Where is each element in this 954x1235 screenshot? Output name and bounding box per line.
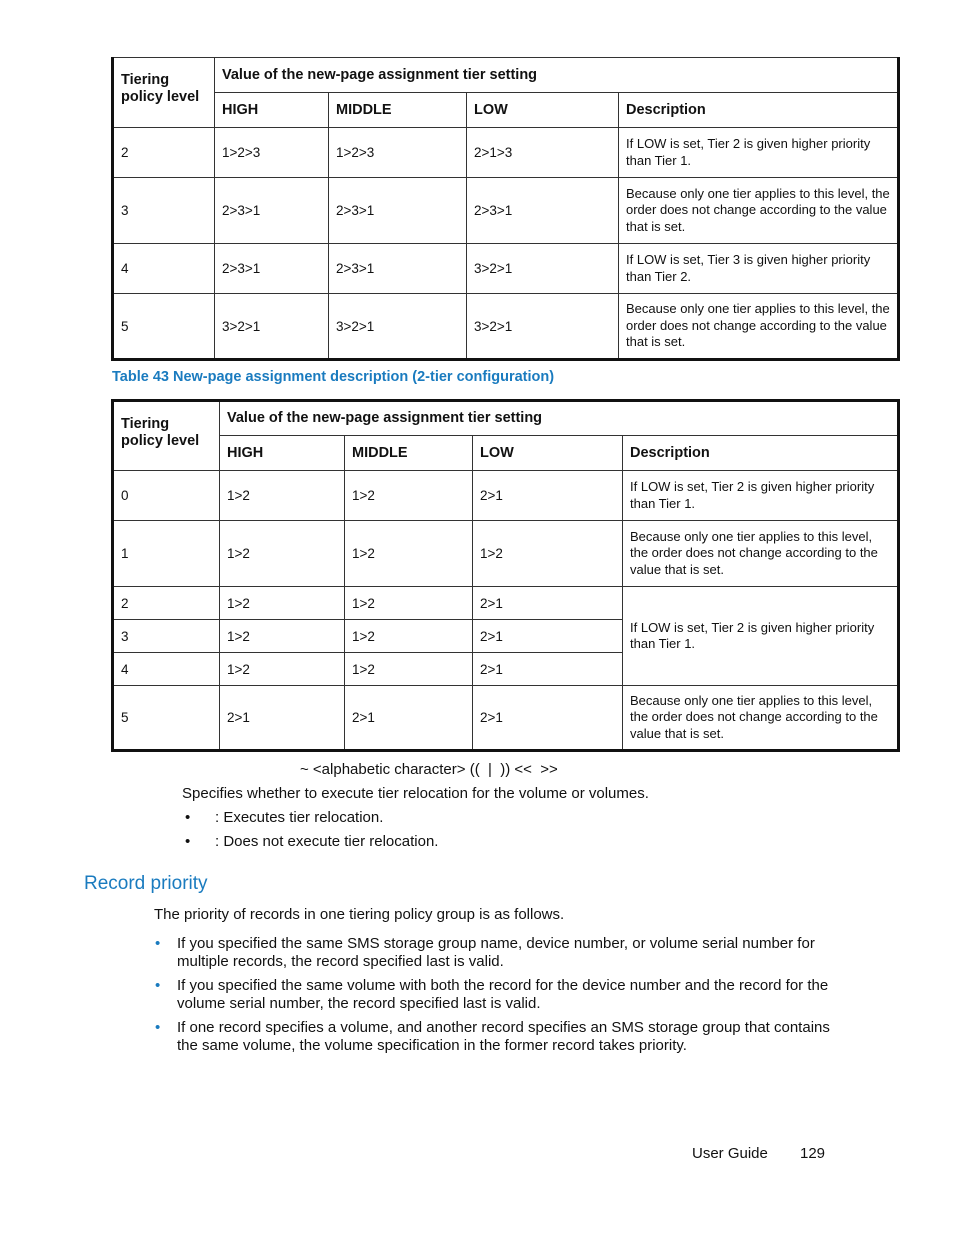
- cell-description: Because only one tier applies to this level, the order does not change according to the value that is set.: [623, 521, 899, 587]
- cell-level: 4: [113, 653, 220, 686]
- header-tiering-policy-level: Tiering policy level: [113, 58, 215, 128]
- cell-level: 5: [113, 294, 215, 360]
- cell-level: 3: [113, 178, 215, 244]
- priority-bullet-3: If one record specifies a volume, and another record specifies an SMS storage group that contains the same volume, the volume specification in the former record takes priority.: [177, 1019, 830, 1054]
- cell-middle: 1>2: [345, 587, 473, 620]
- table-row: [113, 686, 899, 751]
- header-low: LOW: [473, 436, 623, 471]
- cell-low: 2>1: [473, 471, 623, 521]
- cell-low: 3>2>1: [467, 294, 619, 360]
- cell-middle: 1>2: [345, 471, 473, 521]
- cell-middle: 1>2: [345, 521, 473, 587]
- cell-description: Because only one tier applies to this level, the order does not change according to the value that is set.: [623, 686, 899, 751]
- header-low: LOW: [467, 93, 619, 128]
- cell-level: 1: [113, 521, 220, 587]
- option-bullet-no-execute: : Does not execute tier relocation.: [215, 833, 439, 850]
- cell-description: If LOW is set, Tier 2 is given higher priority than Tier 1.: [623, 471, 899, 521]
- cell-low: 1>2: [473, 521, 623, 587]
- bullet-marker: •: [185, 809, 191, 826]
- header-tiering-policy-level: Tiering policy level: [113, 401, 220, 471]
- cell-high: 2>3>1: [215, 178, 329, 244]
- table-row: [113, 178, 899, 244]
- header-description: Description: [619, 93, 899, 128]
- bullet-marker: •: [185, 833, 191, 850]
- table-row: [113, 587, 899, 620]
- cell-high: 2>1: [220, 686, 345, 751]
- header-value-setting: Value of the new-page assignment tier setting: [220, 401, 899, 436]
- table-row: [113, 244, 899, 294]
- header-middle: MIDDLE: [329, 93, 467, 128]
- cell-middle: 3>2>1: [329, 294, 467, 360]
- cell-level: 3: [113, 620, 220, 653]
- cell-low: 2>1: [473, 620, 623, 653]
- page-number: 129: [800, 1145, 826, 1162]
- cell-low: 2>1: [473, 686, 623, 751]
- cell-high: 1>2: [220, 653, 345, 686]
- cell-high: 3>2>1: [215, 294, 329, 360]
- header-value-setting: Value of the new-page assignment tier setting: [215, 58, 899, 93]
- cell-description: If LOW is set, Tier 2 is given higher priority than Tier 1.: [619, 128, 899, 178]
- cell-high: 1>2: [220, 471, 345, 521]
- cell-high: 2>3>1: [215, 244, 329, 294]
- cell-level: 5: [113, 686, 220, 751]
- cell-level: 2: [113, 128, 215, 178]
- cell-middle: 2>3>1: [329, 244, 467, 294]
- cell-description: Because only one tier applies to this level, the order does not change according to the value that is set.: [619, 178, 899, 244]
- bullet-marker: •: [155, 977, 161, 994]
- table-row: [113, 471, 899, 521]
- header-high: HIGH: [215, 93, 329, 128]
- cell-level: 2: [113, 587, 220, 620]
- cell-low: 2>1: [473, 653, 623, 686]
- two-tier-config-table: [111, 399, 900, 752]
- cell-description: Because only one tier applies to this level, the order does not change according to the value that is set.: [619, 294, 899, 360]
- table-row: [113, 521, 899, 587]
- cell-high: 1>2>3: [215, 128, 329, 178]
- bullet-marker: •: [155, 935, 161, 952]
- table-row: [113, 128, 899, 178]
- cell-high: 1>2: [220, 620, 345, 653]
- header-middle: MIDDLE: [345, 436, 473, 471]
- cell-low: 2>1>3: [467, 128, 619, 178]
- cell-middle: 2>3>1: [329, 178, 467, 244]
- table-caption: Table 43 New-page assignment description (2-tier configuration): [112, 369, 555, 385]
- header-description: Description: [623, 436, 899, 471]
- header-high: HIGH: [220, 436, 345, 471]
- bullet-marker: •: [155, 1019, 161, 1036]
- cell-level: 0: [113, 471, 220, 521]
- priority-bullet-2: If you specified the same volume with both the record for the device number and the record for the volume serial number, the record specified last is valid.: [177, 977, 829, 1012]
- cell-description: If LOW is set, Tier 2 is given higher priority than Tier 1.: [623, 587, 899, 686]
- cell-middle: 2>1: [345, 686, 473, 751]
- cell-low: 3>2>1: [467, 244, 619, 294]
- option-bullet-execute: : Executes tier relocation.: [215, 809, 384, 826]
- cell-high: 1>2: [220, 587, 345, 620]
- cell-description: If LOW is set, Tier 3 is given higher priority than Tier 2.: [619, 244, 899, 294]
- cell-level: 4: [113, 244, 215, 294]
- cell-middle: 1>2: [345, 653, 473, 686]
- table-row: [113, 294, 899, 360]
- section-heading: Record priority: [84, 873, 208, 894]
- cell-low: 2>3>1: [467, 178, 619, 244]
- intro-paragraph: The priority of records in one tiering policy group is as follows.: [154, 906, 565, 923]
- tier-config-table-continued: [111, 57, 900, 361]
- option-description: Specifies whether to execute tier relocation for the volume or volumes.: [182, 785, 649, 802]
- cell-high: 1>2: [220, 521, 345, 587]
- priority-bullet-1: If you specified the same SMS storage group name, device number, or volume serial number for multiple records, the record specified last is valid.: [177, 935, 815, 970]
- syntax-line: ~ <alphabetic character> (( | )) << >>: [300, 761, 558, 778]
- footer-label: User Guide: [692, 1145, 768, 1162]
- cell-middle: 1>2>3: [329, 128, 467, 178]
- cell-middle: 1>2: [345, 620, 473, 653]
- cell-low: 2>1: [473, 587, 623, 620]
